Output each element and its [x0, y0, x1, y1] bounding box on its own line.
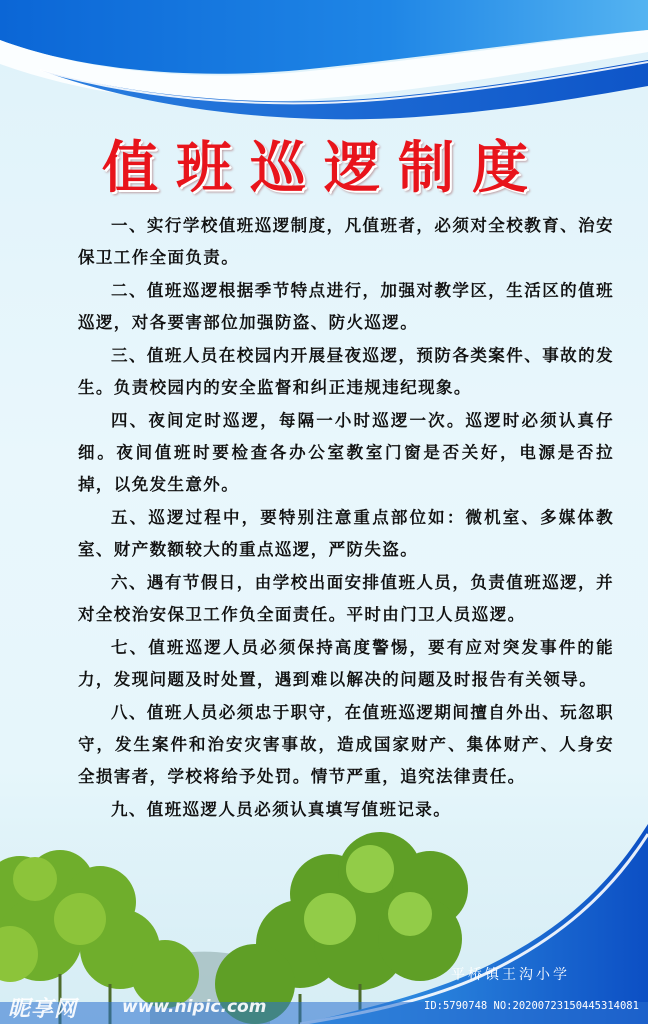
rule-paragraph-5: 五、巡逻过程中，要特别注意重点部位如：微机室、多媒体教室、财产数额较大的重点巡逻，严防失盗。	[78, 508, 614, 559]
school-name: 平桥镇王沟小学	[451, 967, 570, 983]
rule-paragraph-1: 一、实行学校值班巡逻制度，凡值班者，必须对全校教育、治安保卫工作全面负责。	[78, 216, 614, 267]
rule-paragraph-2: 二、值班巡逻根据季节特点进行，加强对教学区，生活区的值班巡逻，对各要害部位加强防盗、防火巡逻。	[78, 281, 614, 332]
top-swoosh-decoration	[0, 0, 648, 130]
rule-paragraph-6: 六、遇有节假日，由学校出面安排值班人员，负责值班巡逻，并对全校治安保卫工作负全面责任。平时由门卫人员巡逻。	[78, 573, 614, 624]
rule-paragraph-8: 八、值班人员必须忠于职守，在值班巡逻期间擅自外出、玩忽职守，发生案件和治安灾害事故，造成国家财产、集体财产、人身安全损害者，学校将给予处罚。情节严重，追究法律责任。	[78, 703, 614, 786]
rules-body	[78, 210, 614, 827]
watermark-logo: 昵享网	[8, 997, 78, 1022]
rule-paragraph-9: 九、值班巡逻人员必须认真填写值班记录。	[111, 800, 452, 819]
trees-landscape-image	[0, 824, 648, 1024]
rule-paragraph-3: 三、值班人员在校园内开展昼夜巡逻，预防各类案件、事故的发生。负责校园内的安全监督和纠正违规违纪现象。	[78, 346, 614, 397]
watermark-url: www.nipic.com	[122, 997, 267, 1017]
rule-paragraph-4: 四、夜间定时巡逻，每隔一小时巡逻一次。巡逻时必须认真仔细。夜间值班时要检查各办公室教室门窗是否关好，电源是否拉掉，以免发生意外。	[78, 411, 614, 494]
page-title: 值班巡逻制度	[102, 135, 546, 201]
rule-paragraph-7: 七、值班巡逻人员必须保持高度警惕，要有应对突发事件的能力，发现问题及时处置，遇到难以解决的问题及时报告有关领导。	[78, 638, 614, 689]
watermark-id: ID:5790748 NO:20200723150445314081	[424, 1000, 639, 1012]
